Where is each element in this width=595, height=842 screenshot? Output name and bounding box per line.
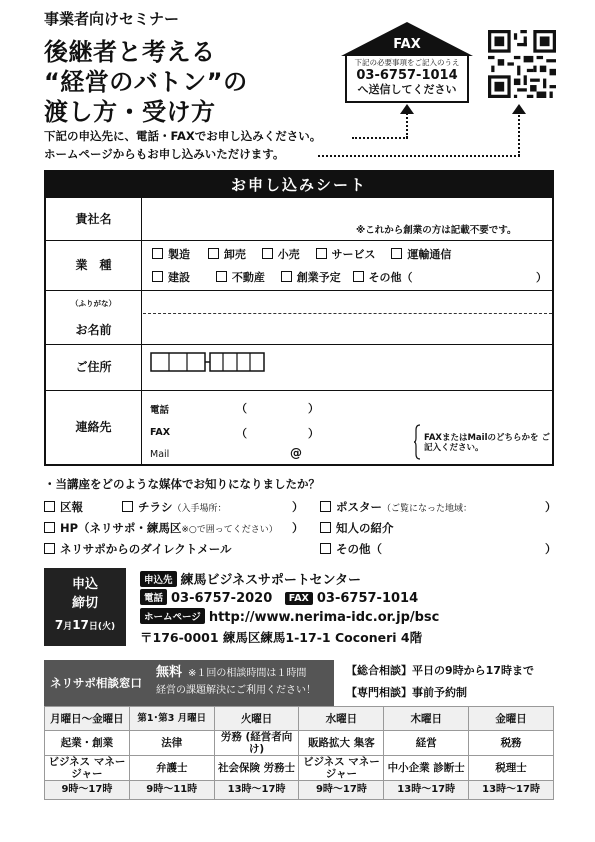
leader-vertical-fax — [406, 110, 408, 138]
consult-free-info — [148, 660, 334, 706]
checkbox[interactable] — [122, 501, 133, 512]
tel-paren-open: （ — [236, 402, 247, 415]
option-poster[interactable]: ポスター（ご覧になった地域： — [320, 499, 472, 515]
day-cell: 水曜日 — [299, 707, 384, 731]
homepage-line — [140, 608, 439, 625]
table-row — [45, 731, 554, 756]
consult-hours — [340, 660, 554, 706]
option-referral[interactable]: 知人の紹介 — [320, 520, 394, 536]
phone-fax-line — [140, 589, 418, 606]
furigana-label: （ふりがな） — [71, 299, 116, 308]
advisor-cell: 弁護士 — [129, 756, 214, 781]
checkbox[interactable] — [44, 543, 55, 554]
checkbox[interactable] — [353, 271, 364, 282]
deadline-date: 7月17日(火) — [54, 618, 116, 632]
title-line-2: “経営のバトン”の — [44, 68, 248, 96]
media-question: ・当講座をどのような媒体でお知りになりましたか？ — [44, 477, 320, 491]
consult-title: ネリサポ相談窓口 — [44, 660, 148, 706]
flyer-close-paren: ） — [292, 500, 304, 514]
other-close-paren: ） — [545, 542, 557, 556]
address-label: ご住所 — [46, 344, 142, 390]
industry-option[interactable]: サービス — [316, 248, 376, 261]
industry-option[interactable]: 運輸通信 — [391, 248, 451, 261]
checkbox[interactable] — [44, 522, 55, 533]
table-row — [45, 756, 554, 781]
free-note: ※１回の相談時間は１時間 — [188, 668, 307, 679]
free-label: 無料 — [156, 665, 183, 680]
advisor-cell: 税理士 — [469, 756, 554, 781]
homepage-url[interactable]: http://www.nerima-idc.or.jp/bsc — [208, 610, 440, 625]
intro-phone-fax: 下記の申込先に、電話・FAXでお申し込みください。 — [44, 129, 322, 143]
fax-paren-close: ） — [308, 427, 319, 440]
checkbox[interactable] — [44, 501, 55, 512]
topic-cell: 法律 — [129, 731, 214, 756]
industry-option[interactable]: 卸売 — [208, 248, 246, 261]
deadline-line-2: 締切 — [71, 596, 98, 611]
intro-homepage: ホームページからもお申し込みいただけます。 — [44, 147, 285, 161]
arrow-up-icon — [512, 104, 526, 114]
fax-number: 03-6757-1014 — [356, 68, 458, 83]
deadline-block — [44, 568, 126, 646]
checkbox[interactable] — [320, 522, 331, 533]
industry-option[interactable]: その他（ — [353, 271, 413, 284]
other-close-paren: ） — [536, 271, 547, 284]
apply-tag: 申込先 — [140, 571, 177, 587]
advisor-cell: ビジネス マネージャー — [299, 756, 384, 781]
checkbox[interactable] — [208, 248, 219, 259]
checkbox[interactable] — [316, 248, 327, 259]
option-direct-mail[interactable]: ネリサポからのダイレクトメール — [44, 541, 231, 557]
day-cell: 月曜日〜金曜日 — [45, 707, 130, 731]
company-label: 貴社名 — [46, 198, 142, 240]
leader-line-web — [318, 155, 520, 157]
time-cell: 9時〜17時 — [299, 781, 384, 800]
tel-label: 電話 — [150, 405, 170, 416]
checkbox[interactable] — [320, 501, 331, 512]
topic-cell: 労務 (経営者向け) — [214, 731, 299, 756]
leader-vertical-web — [518, 112, 520, 156]
topic-cell: 起業・創業 — [45, 731, 130, 756]
checkbox[interactable] — [152, 248, 163, 259]
fax-number-contact[interactable]: 03-6757-1014 — [316, 591, 419, 606]
checkbox[interactable] — [320, 543, 331, 554]
postal-code-boxes[interactable] — [150, 352, 266, 376]
title-line-3: 渡し方・受け方 — [44, 98, 216, 126]
fax-box — [345, 55, 469, 103]
mail-field[interactable] — [176, 445, 406, 461]
topic-cell: 経営 — [384, 731, 469, 756]
free-note-2: 経営の課題解決にご利用ください！ — [156, 685, 316, 696]
time-cell: 9時〜17時 — [45, 781, 130, 800]
industry-option[interactable]: 創業予定 — [281, 271, 341, 284]
poster-close-paren: ） — [545, 500, 557, 514]
fax-label: FAX — [393, 37, 421, 52]
topic-cell: 販路拡大 集客 — [299, 731, 384, 756]
homepage-tag: ホームページ — [140, 608, 205, 624]
title-line-1: 後継者と考える — [44, 38, 216, 66]
table-row — [45, 707, 554, 731]
industry-option[interactable]: 小売 — [262, 248, 300, 261]
fax-tag: FAX — [285, 592, 313, 605]
advisor-cell: 中小企業 診断士 — [384, 756, 469, 781]
fax-field-label: FAX — [150, 427, 171, 438]
mail-label: Mail — [150, 449, 170, 460]
mail-at-sign: @ — [290, 446, 302, 460]
checkbox[interactable] — [262, 248, 273, 259]
time-cell: 9時〜11時 — [129, 781, 214, 800]
option-homepage[interactable]: HP（ネリサポ・練馬区※○で囲ってください） — [44, 520, 278, 536]
table-row — [45, 781, 554, 800]
option-newsletter[interactable]: 区報 — [44, 499, 83, 515]
general-consult: 【総合相談】平日の9時から17時まで — [346, 664, 534, 677]
checkbox[interactable] — [152, 271, 163, 282]
industry-label: 業 種 — [46, 240, 142, 290]
day-cell: 第1･第3 月曜日 — [129, 707, 214, 731]
fax-note: 下記の必要事項をご記入のうえ — [354, 58, 460, 67]
furigana-field[interactable] — [146, 292, 550, 312]
tel-tag: 電話 — [140, 589, 167, 605]
application-form — [44, 170, 554, 466]
postal-code-grid[interactable] — [150, 352, 266, 372]
time-cell: 13時〜17時 — [214, 781, 299, 800]
tel-field[interactable] — [326, 398, 416, 414]
topic-cell: 税務 — [469, 731, 554, 756]
advisor-cell: 社会保険 労務士 — [214, 756, 299, 781]
qr-code[interactable] — [488, 30, 556, 98]
time-cell: 13時〜17時 — [384, 781, 469, 800]
industry-option[interactable]: 不動産 — [216, 271, 265, 284]
name-label-cell — [46, 290, 142, 344]
deadline-line-1: 申込 — [71, 577, 98, 592]
industry-option[interactable]: 建設 — [152, 271, 190, 284]
industry-option[interactable]: 製造 — [152, 248, 190, 261]
time-cell: 13時〜17時 — [469, 781, 554, 800]
name-label: お名前 — [75, 323, 112, 337]
form-heading: お申し込みシート — [46, 172, 552, 198]
seminar-tag: 事業者向けセミナー — [44, 10, 180, 28]
org-name: 練馬ビジネスサポートセンター — [180, 573, 361, 588]
company-note: ※これから創業の方は記載不要です。 — [356, 225, 517, 236]
checkbox[interactable] — [216, 271, 227, 282]
hp-close-paren: ） — [292, 521, 304, 535]
checkbox[interactable] — [391, 248, 402, 259]
name-field[interactable] — [146, 315, 550, 343]
brace-icon — [414, 424, 422, 460]
checkbox[interactable] — [281, 271, 292, 282]
day-cell: 金曜日 — [469, 707, 554, 731]
industry-row-1 — [152, 246, 552, 262]
contact-note: FAXまたはMailのどちらかを ご記入ください。 — [424, 433, 550, 453]
apply-to-line — [140, 569, 361, 588]
option-flyer[interactable]: チラシ（入手場所： — [122, 499, 227, 515]
advisor-cell: ビジネス マネージャー — [45, 756, 130, 781]
tel-paren-close: ） — [308, 402, 319, 415]
fax-field[interactable] — [326, 423, 416, 439]
day-cell: 木曜日 — [384, 707, 469, 731]
day-cell: 火曜日 — [214, 707, 299, 731]
arrow-up-icon — [400, 104, 414, 114]
option-other[interactable]: その他（ — [320, 541, 382, 557]
postal-address: 〒176-0001 練馬区練馬1-17-1 Coconeri 4階 — [140, 630, 423, 645]
furigana-divider — [143, 313, 552, 314]
special-consult: 【専門相談】事前予約制 — [346, 686, 467, 699]
leader-line-fax — [352, 137, 408, 139]
consult-schedule-table — [44, 706, 554, 800]
fax-action: へ送信してください — [357, 83, 457, 96]
tel-number[interactable]: 03-6757-2020 — [171, 591, 273, 606]
contact-label: 連絡先 — [46, 390, 142, 464]
industry-row-2 — [152, 269, 552, 285]
fax-paren-open: （ — [236, 427, 247, 440]
